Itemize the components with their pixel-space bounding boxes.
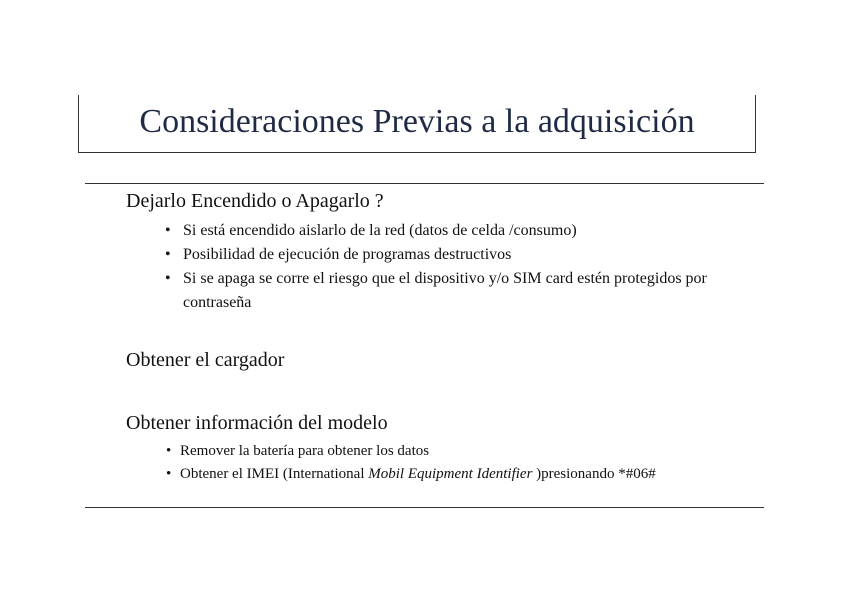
heading-charger: Obtener el cargador	[126, 349, 285, 371]
list-item-imei	[166, 463, 746, 486]
slide-title: Consideraciones Previas a la adquisición	[139, 103, 695, 140]
imei-italic-term: Mobil Equipment Identifier	[368, 466, 537, 482]
list-item: • Si está encendido aislarlo de la red (datos de celda /consumo)	[165, 219, 745, 243]
imei-prefix: Obtener el IMEI (International	[180, 466, 369, 482]
heading-model-info: Obtener información del modelo	[126, 412, 388, 434]
imei-suffix: )presionando *#06#	[536, 466, 656, 482]
power-state-bullets	[165, 219, 745, 315]
list-item: • Remover la batería para obtener los datos	[166, 440, 746, 463]
bottom-rule	[85, 507, 764, 508]
list-item: • Si se apaga se corre el riesgo que el dispositivo y/o SIM card estén protegidos por contraseña	[165, 267, 745, 315]
title-frame	[78, 95, 756, 153]
top-rule	[85, 183, 764, 184]
list-item: • Posibilidad de ejecución de programas destructivos	[165, 243, 745, 267]
model-info-bullets	[166, 440, 746, 486]
heading-power-state: Dejarlo Encendido o Apagarlo ?	[126, 190, 384, 212]
